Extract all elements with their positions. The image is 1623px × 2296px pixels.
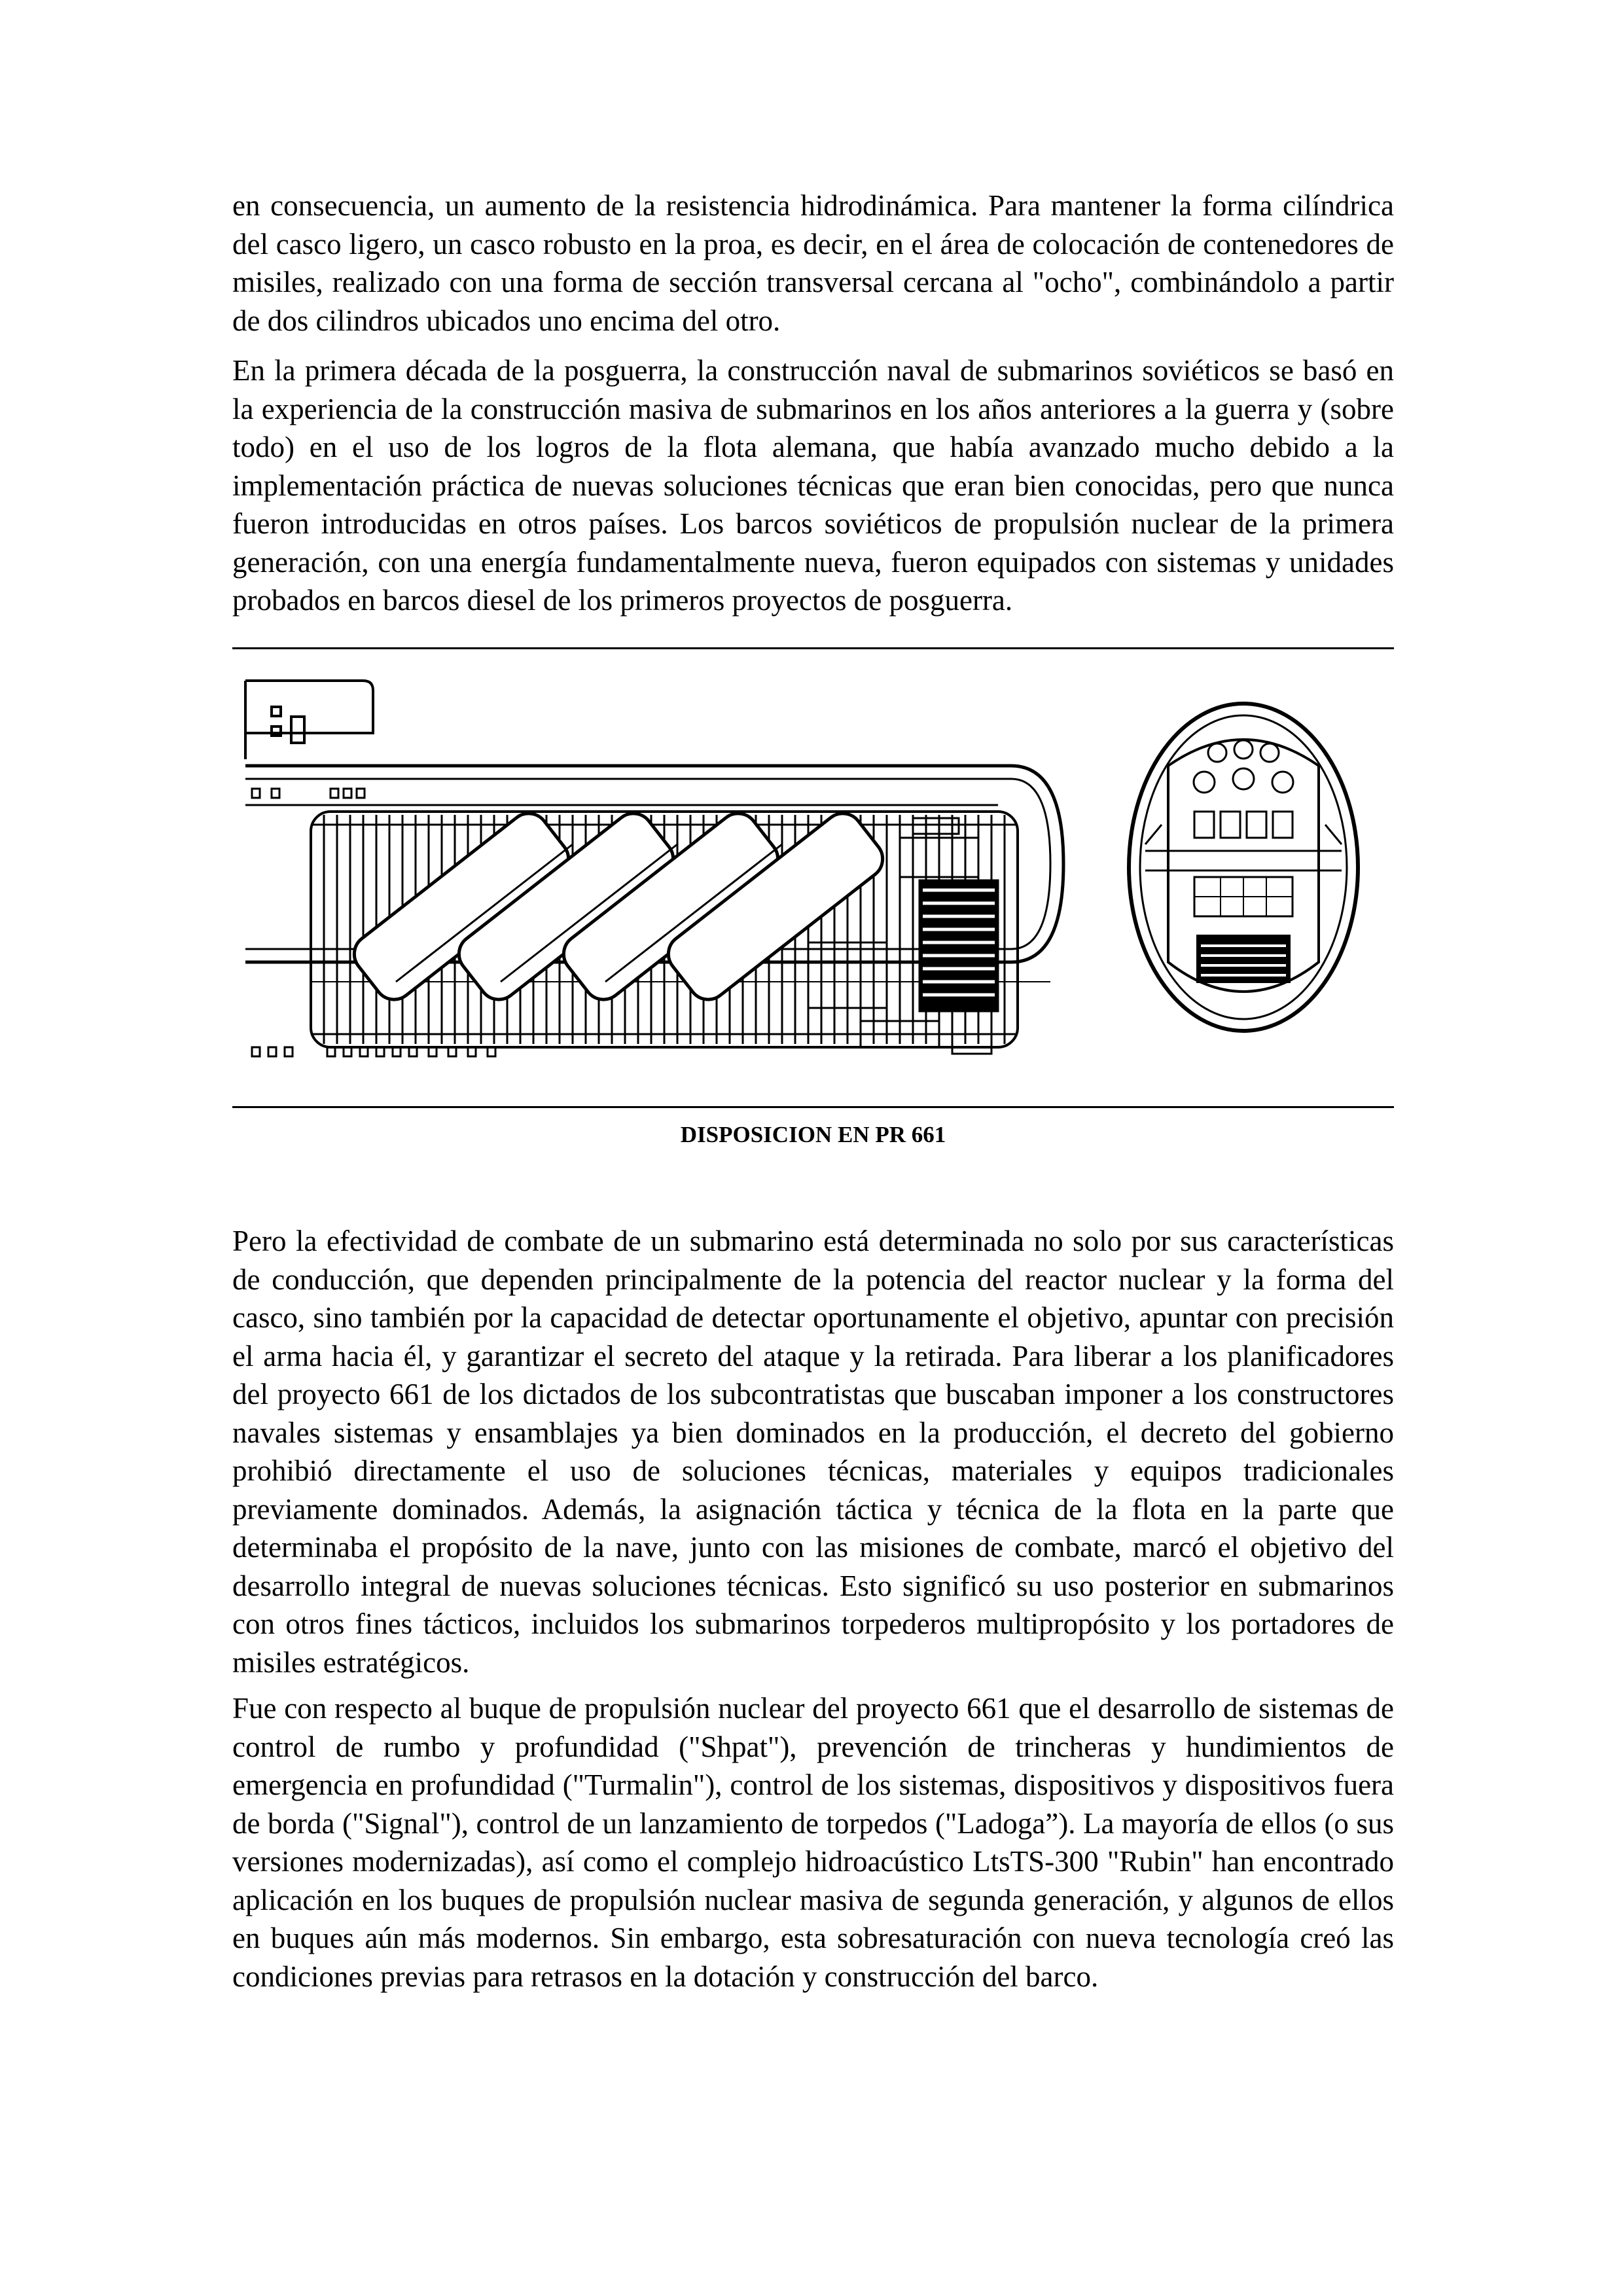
figure-caption: DISPOSICION EN PR 661 bbox=[680, 1122, 946, 1147]
paragraph-1: en consecuencia, un aumento de la resistencia hidrodinámica. Para mantener la forma cilíndrica del casco ligero, un casco robusto en la proa, es decir, en el área de colocación de contenedores de misiles, realizado con una forma de sección transversal cercana al "ocho", combinándolo a partir de dos cilindros ubicados uno encima del otro. bbox=[232, 189, 1394, 337]
figure-bottom-rule bbox=[232, 1106, 1394, 1108]
paragraph-4: Fue con respecto al buque de propulsión nuclear del proyecto 661 que el desarrollo de sistemas de control de rumbo y profundidad ("Shpat"), prevención de trincheras y hundimientos de emergencia en profundidad ("Turmalin"), control de los sistemas, dispositivos y dispositivos fuera de borda ("Signal"), control de un lanzamiento de torpedos ("Ladoga”). La mayoría de ellos (o sus versiones modernizadas), así como el complejo hidroacústico LtsTS-300 "Rubin" han encontrado aplicación en los buques de propulsión nuclear masiva de segunda generación, y algunos de ellos en buques aún más modernos. Sin embargo, esta sobresaturación con nueva tecnología creó las condiciones previas para retrasos en la dotación y construcción del barco. bbox=[232, 1692, 1394, 1993]
figure-top-rule bbox=[232, 647, 1394, 649]
sail-outline bbox=[245, 681, 373, 759]
submarine-drawing bbox=[232, 655, 1394, 1106]
paragraph-3: Pero la efectividad de combate de un submarino está determinada no solo por sus características de conducción, que dependen principalmente de la potencia del reactor nuclear y la forma del casco, sino también por la capacidad de detectar oportunamente el objetivo, apuntar con precisión el arma hacia él, y garantizar el secreto del ataque y la retirada. Para liberar a los planificadores del proyecto 661 de los dictados de los subcontratistas que buscaban imponer a los constructores navales sistemas y ensamblajes ya bien dominados en la producción, el decreto del gobierno prohibió directamente el uso de soluciones técnicas, materiales y equipos tradicionales previamente dominados. Además, la asignación táctica y técnica de la flota en la parte que determinaba el propósito de la nave, junto con las misiones de combate, marcó el objetivo del desarrollo integral de nuevas soluciones técnicas. Esto significó su uso posterior en submarinos con otros fines tácticos, incluidos los submarinos torpederos multipropósito y los portadores de misiles estratégicos. bbox=[232, 1225, 1394, 1679]
submarine-layout-figure bbox=[232, 655, 1394, 1106]
cross-section bbox=[1129, 704, 1358, 1031]
paragraph-2: En la primera década de la posguerra, la construcción naval de submarinos soviéticos se basó en la experiencia de la construcción masiva de submarinos en los años anteriores a la guerra y (sobre todo) en el uso de los logros de la flota alemana, que había avanzado mucho debido a la implementación práctica de nuevas soluciones técnicas que eran bien conocidas, pero que nunca fueron introducidas en otros países. Los barcos soviéticos de propulsión nuclear de la primera generación, con una energía fundamentalmente nueva, fueron equipados con sistemas y unidades probados en barcos diesel de los primeros proyectos de posguerra. bbox=[232, 354, 1394, 617]
